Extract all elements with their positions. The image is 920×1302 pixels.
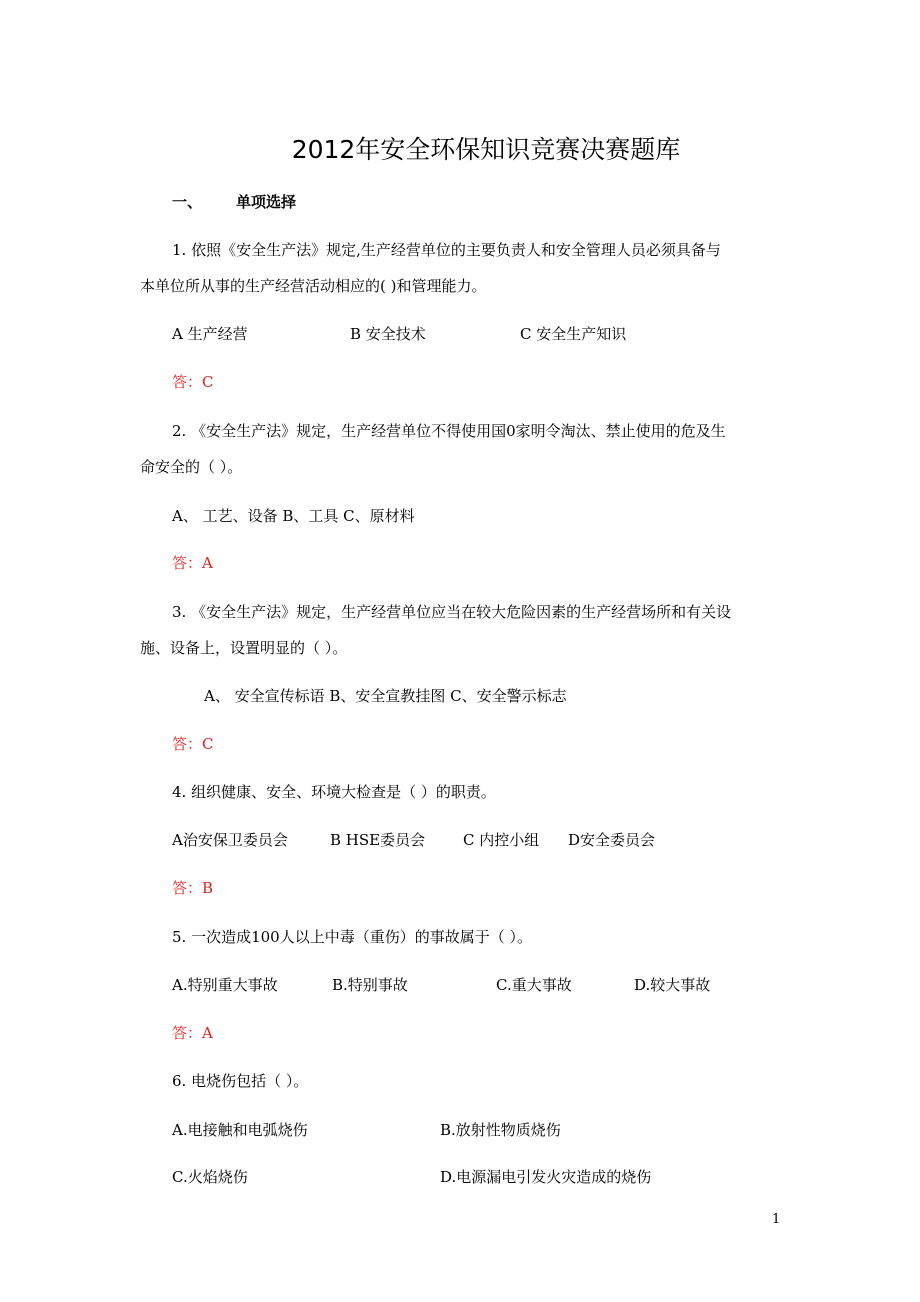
question-3-answer: 答：C xyxy=(172,735,214,753)
question-1-option-c: C 安全生产知识 xyxy=(520,325,627,343)
question-3-stem-line-1: 3. 《安全生产法》规定，生产经营单位应当在较大危险因素的生产经营场所和有关设 xyxy=(172,603,732,621)
question-5-option-c: C.重大事故 xyxy=(496,976,572,994)
question-5-answer: 答：A xyxy=(172,1024,213,1042)
question-6-option-b: B.放射性物质烧伤 xyxy=(440,1121,561,1139)
question-4-stem: 4. 组织健康、安全、环境大检查是（ ）的职责。 xyxy=(172,783,496,801)
question-4-answer: 答：B xyxy=(172,879,214,897)
question-4-option-c: C 内控小组 xyxy=(463,831,540,849)
question-3-stem-line-2: 施、设备上，设置明显的（ ）。 xyxy=(140,639,348,657)
question-5-option-a: A.特别重大事故 xyxy=(172,976,278,994)
question-6-stem: 6. 电烧伤包括（ ）。 xyxy=(172,1072,309,1090)
document-title: 2012年安全环保知识竞赛决赛题库 xyxy=(291,135,681,164)
question-1-stem-line-2: 本单位所从事的生产经营活动相应的( )和管理能力。 xyxy=(140,277,487,295)
question-2-stem-line-1: 2. 《安全生产法》规定，生产经营单位不得使用国0家明令淘汰、禁止使用的危及生 xyxy=(172,422,726,440)
question-5-option-b: B.特别事故 xyxy=(332,976,408,994)
question-4-option-d: D安全委员会 xyxy=(568,831,656,849)
question-2-stem-line-2: 命安全的（ ）。 xyxy=(140,458,243,476)
page-number: 1 xyxy=(772,1212,781,1227)
question-2-options: A、 工艺、设备 B、工具 C、原材料 xyxy=(172,507,415,525)
question-6-option-c: C.火焰烧伤 xyxy=(172,1168,248,1186)
question-2-answer: 答：A xyxy=(172,554,213,572)
section-heading: 单项选择 xyxy=(236,193,297,211)
question-5-option-d: D.较大事故 xyxy=(634,976,711,994)
question-1-answer: 答：C xyxy=(172,373,214,391)
question-3-options: A、 安全宣传标语 B、安全宣教挂图 C、安全警示标志 xyxy=(204,687,567,705)
question-6-option-d: D.电源漏电引发火灾造成的烧伤 xyxy=(440,1168,652,1186)
question-1-stem-line-1: 1. 依照《安全生产法》规定,生产经营单位的主要负责人和安全管理人员必须具备与 xyxy=(172,241,721,259)
question-1-option-a: A 生产经营 xyxy=(172,325,248,343)
question-1-option-b: B 安全技术 xyxy=(350,325,426,343)
question-6-option-a: A.电接触和电弧烧伤 xyxy=(172,1121,308,1139)
section-number: 一、 xyxy=(172,193,203,211)
question-4-option-b: B HSE委员会 xyxy=(330,831,426,849)
question-4-option-a: A治安保卫委员会 xyxy=(172,831,288,849)
question-5-stem: 5. 一次造成100人以上中毒（重伤）的事故属于（ ）。 xyxy=(172,928,532,946)
